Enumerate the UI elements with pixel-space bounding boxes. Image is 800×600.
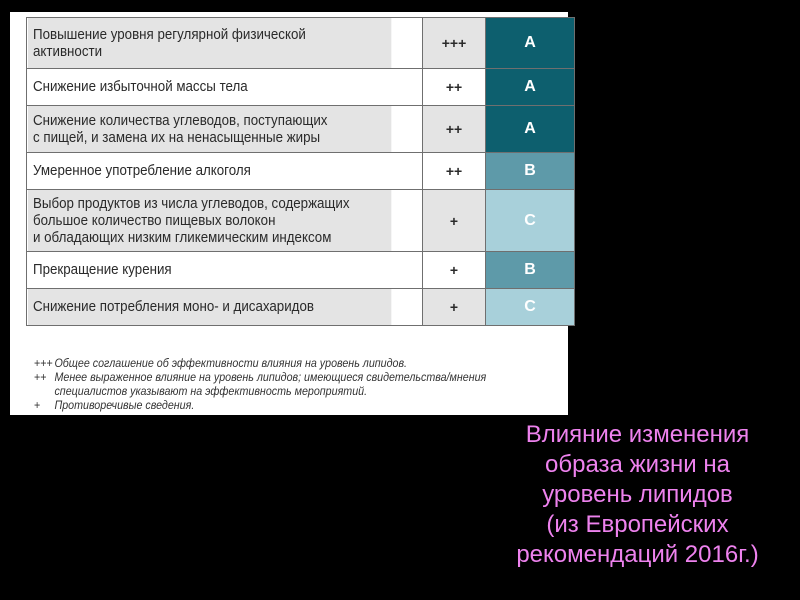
intervention-cell: Снижение количества углеводов, поступающих с пищей, и замена их на ненасыщенные жиры (27, 106, 391, 153)
lifestyle-recommendations-table (26, 17, 575, 326)
table-row (27, 106, 575, 153)
table-row (27, 18, 575, 69)
evidence-level-cell: + (423, 252, 486, 289)
legend-text: Общее соглашение об эффективности влияния на уровень липидов. (54, 358, 408, 370)
legend-text: Менее выраженное влияние на уровень липидов; имеющиеся свидетельства/мнения специалистов указывают на эффективность мероприятий. (54, 372, 487, 398)
evidence-class-cell: A (486, 69, 575, 106)
legend-text: Противоречивые сведения. (54, 400, 195, 412)
evidence-level-cell: ++ (423, 153, 486, 190)
evidence-level-cell: +++ (423, 18, 486, 69)
slide-caption: Влияние изменения образа жизни на уровень липидов (из Европейских рекомендаций 2016г.) (516, 421, 759, 568)
table-row (27, 153, 575, 190)
legend-mark: +++ (34, 358, 53, 370)
evidence-class-cell: B (486, 153, 575, 190)
evidence-class-cell: A (486, 106, 575, 153)
evidence-level-cell: ++ (423, 106, 486, 153)
intervention-cell: Умеренное употребление алкоголя (27, 153, 391, 190)
intervention-cell: Снижение избыточной массы тела (27, 69, 391, 106)
evidence-class-cell: C (486, 190, 575, 252)
intervention-cell: Снижение потребления моно- и дисахаридов (27, 289, 391, 326)
evidence-class-cell: A (486, 18, 575, 69)
legend-item (34, 399, 536, 413)
legend-item (34, 371, 536, 399)
evidence-level-cell: ++ (423, 69, 486, 106)
legend-item (34, 357, 536, 371)
legend (34, 357, 574, 413)
intervention-cell: Прекращение курения (27, 252, 391, 289)
table-row (27, 69, 575, 106)
intervention-cell: Выбор продуктов из числа углеводов, содержащих большое количество пищевых волокон и обладающих низким гликемическим индексом (27, 190, 391, 252)
table-row (27, 289, 575, 326)
table-row (27, 190, 575, 252)
evidence-level-cell: + (423, 289, 486, 326)
evidence-class-cell: C (486, 289, 575, 326)
evidence-level-cell: + (423, 190, 486, 252)
recommendations-panel (10, 12, 568, 415)
legend-mark: + (34, 400, 41, 412)
evidence-class-cell: B (486, 252, 575, 289)
intervention-cell: Повышение уровня регулярной физической активности (27, 18, 391, 69)
table-row (27, 252, 575, 289)
legend-mark: ++ (34, 372, 47, 384)
